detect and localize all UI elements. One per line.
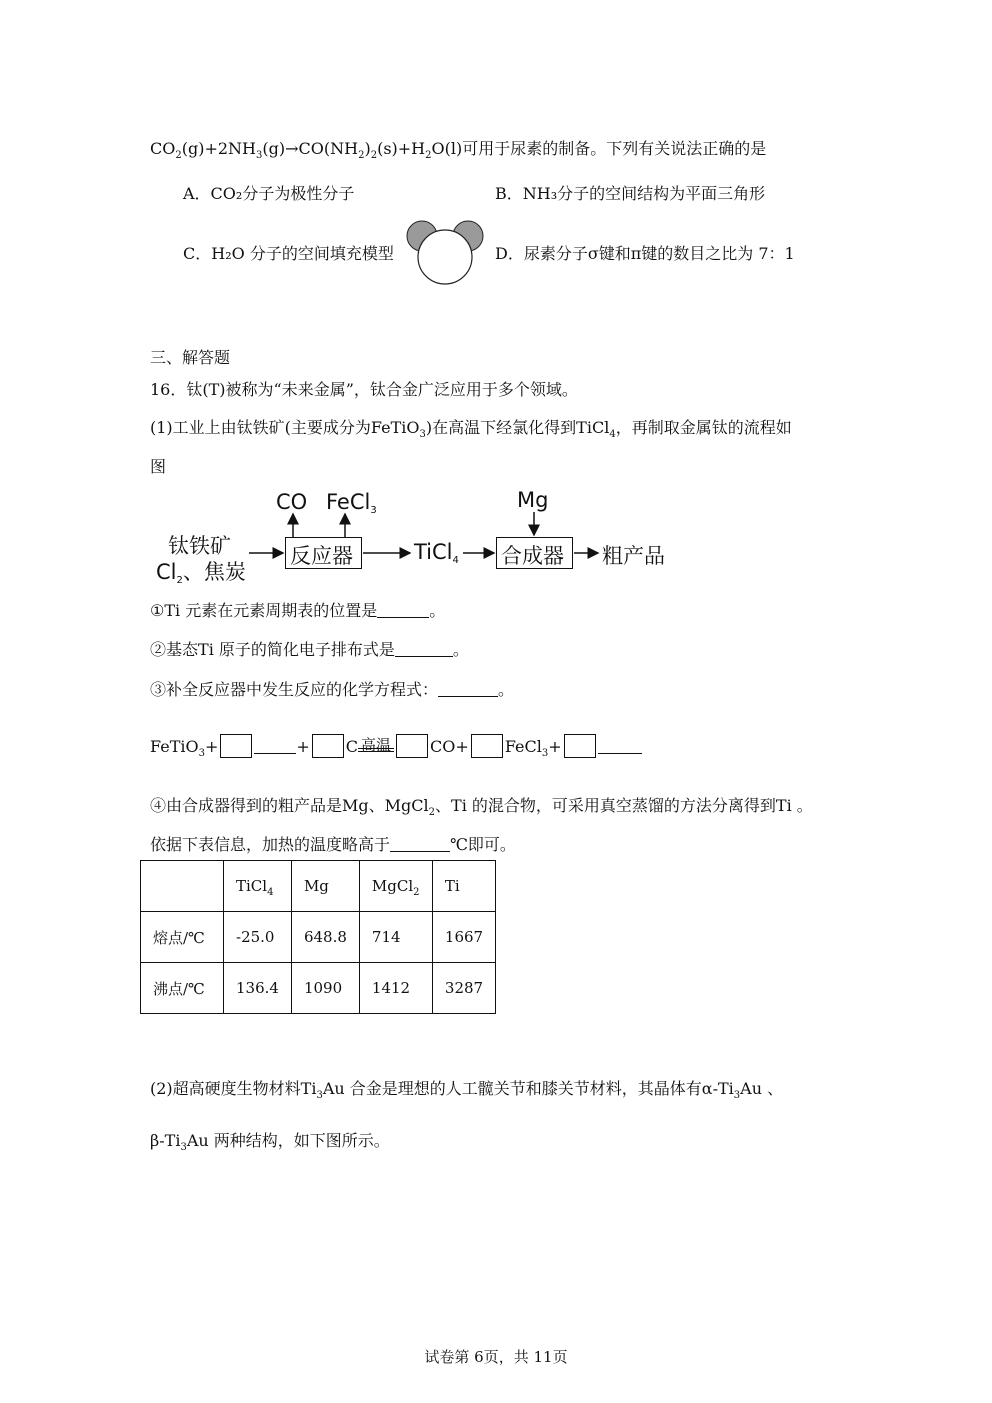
option-c[interactable]: C．H₂O 分子的空间填充模型 (183, 244, 394, 263)
table-cell: 136.4 (224, 963, 292, 1014)
table-row (141, 963, 496, 1014)
flow-input-ore: 钛铁矿 (168, 534, 231, 558)
q16-sub4: ④由合成器得到的粗产品是Mg、MgCl$_2$、Ti 的混合物，可采用真空蒸馏的方法分离得到Ti 。 (150, 796, 813, 818)
coefficient-box-1[interactable] (220, 734, 252, 758)
answer-blank-1[interactable] (377, 601, 429, 618)
q16-part1-text-2: 图 (150, 457, 167, 476)
flow-input-cl2-coke: $Cl_2$、焦炭 (156, 560, 246, 586)
q16-sub1: ①Ti 元素在元素周期表的位置是 。 (150, 601, 446, 620)
coefficient-box-4[interactable] (471, 734, 503, 758)
table-header-empty (141, 861, 224, 912)
table-cell: -25.0 (224, 912, 292, 963)
properties-table (140, 860, 496, 1014)
q16-sub3: ③补全反应器中发生反应的化学方程式： 。 (150, 680, 515, 699)
option-d[interactable]: D．尿素分子σ键和π键的数目之比为 7：1 (495, 244, 795, 263)
reaction-equation: FeTiO$_3$+ + C 高温 CO+ FeCl$_3$+ (150, 734, 642, 758)
answer-blank-4[interactable] (390, 835, 450, 852)
table-cell: 648.8 (291, 912, 359, 963)
table-cell: 714 (359, 912, 432, 963)
q16-sub2: ②基态Ti 原子的简化电子排布式是 。 (150, 640, 469, 659)
table-cell: 1090 (291, 963, 359, 1014)
table-header-mg: Mg (291, 861, 359, 912)
table-row (141, 912, 496, 963)
flow-input-mg: Mg (517, 488, 549, 512)
q16-sub4-line2: 依据下表信息，加热的温度略高于 ℃即可。 (150, 835, 516, 854)
table-header-ticl4: TiCl$_4$ (224, 861, 292, 912)
table-cell: 3287 (432, 963, 495, 1014)
option-a[interactable]: A．CO₂分子为极性分子 (183, 184, 355, 203)
page-footer: 试卷第 6页，共 11页 (424, 1348, 568, 1366)
q16-part2-text-2: $\beta-Ti_3Au$ 两种结构，如下图所示。 (150, 1131, 390, 1153)
q16-intro: 16．钛(T)被称为“未来金属”，钛合金广泛应用于多个领域。 (150, 380, 578, 399)
table-cell: 1412 (359, 963, 432, 1014)
flow-intermediate-ticl4: TiCl$_4$ (414, 540, 459, 566)
table-cell: 1667 (432, 912, 495, 963)
option-b[interactable]: B．NH₃分子的空间结构为平面三角形 (495, 184, 766, 203)
formula-blank-1[interactable] (254, 737, 296, 754)
reactor-label: 反应器 (290, 544, 353, 568)
table-header-ti: Ti (432, 861, 495, 912)
flow-output-fecl3: FeCl$_3$ (326, 490, 377, 516)
table-header-row (141, 861, 496, 912)
formula-blank-2[interactable] (598, 737, 642, 754)
coefficient-box-3[interactable] (396, 734, 428, 758)
flow-product: 粗产品 (602, 544, 665, 568)
coefficient-box-2[interactable] (312, 734, 344, 758)
flow-output-co: CO (276, 490, 308, 514)
section-heading: 三、解答题 (150, 348, 231, 367)
table-row-label: 熔点/℃ (141, 912, 224, 963)
table-row-label: 沸点/℃ (141, 963, 224, 1014)
table-header-mgcl2: MgCl$_2$ (359, 861, 432, 912)
flow-arrows (0, 0, 992, 620)
q15-stem: $CO_2(g)+2NH_3(g)\to CO(NH_2)_2(s)+H_2O(l)$可用于尿素的制备。下列有关说法正确的是 (150, 139, 767, 161)
q16-part2-text: (2)超高硬度生物材料$Ti_3Au$ 合金是理想的人工髋关节和膝关节材料，其晶体有$\alpha-Ti_3Au$ 、 (150, 1079, 784, 1101)
q16-part1-text: (1)工业上由钛铁矿(主要成分为FeTiO$_3$)在高温下经氯化得到TiCl$_4$，再制取金属钛的流程如 (150, 418, 792, 440)
answer-blank-2[interactable] (395, 640, 453, 657)
synthesizer-label: 合成器 (501, 544, 564, 568)
answer-blank-3[interactable] (438, 680, 498, 697)
coefficient-box-5[interactable] (564, 734, 596, 758)
